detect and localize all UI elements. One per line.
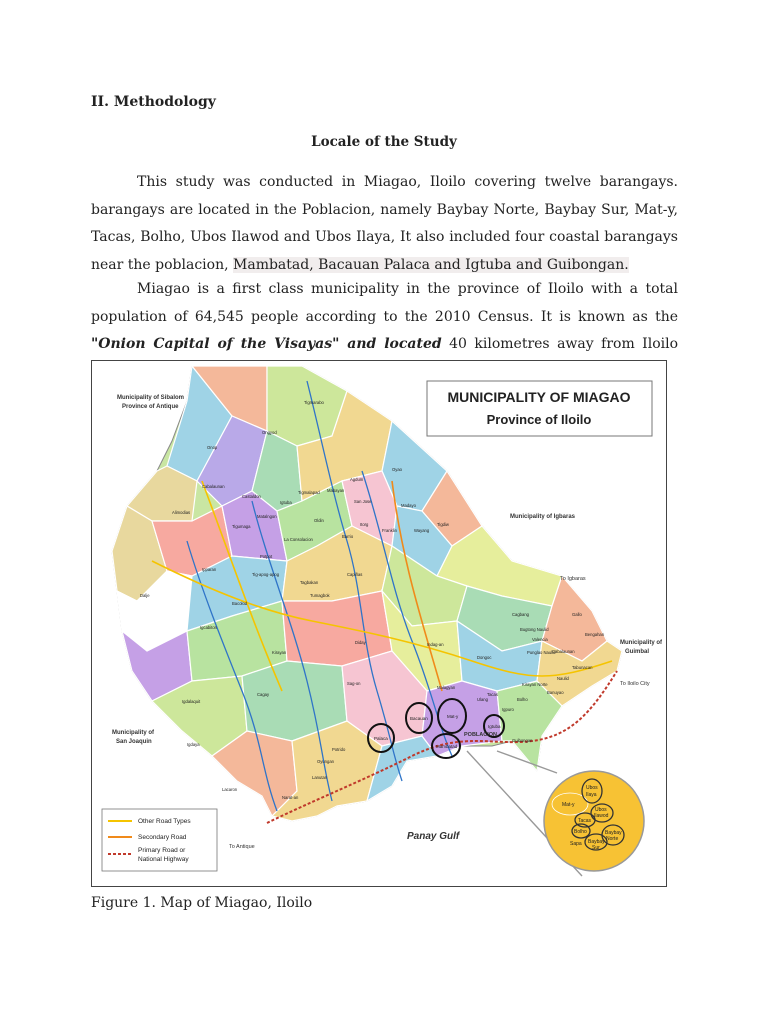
legend-primary-1: Primary Road or bbox=[138, 847, 186, 854]
brgy-potpot: Potpot bbox=[260, 554, 273, 559]
neighbor-sibalom: Municipality of Sibalom bbox=[117, 395, 185, 401]
label-bacauan: Bacauan bbox=[410, 716, 428, 721]
inset-ubos-ilawod-1: Ubos bbox=[595, 807, 607, 813]
inset-mat-y: Mat-y bbox=[562, 802, 575, 808]
brgy-kirayan-norte: Kirayan Norte bbox=[522, 682, 548, 687]
label-palaca: Palaca bbox=[374, 736, 388, 741]
brgy-cabalaunan: Cabalaunan bbox=[202, 484, 225, 489]
brgy-bugtong-naulid: Bugtong Naulid bbox=[520, 627, 549, 632]
brgy-indag-an: Indag-an bbox=[427, 642, 444, 647]
neighbor-sanjoaquin-1: Municipality of bbox=[112, 730, 154, 736]
brgy-punglao-naulid: Punglao Naulid bbox=[527, 650, 556, 655]
brgy-franklin: Franklin bbox=[382, 528, 397, 533]
map-title: MUNICIPALITY OF MIAGAO bbox=[447, 389, 631, 405]
brgy-san-jose: San Jose bbox=[354, 499, 372, 504]
brgy-igcabiton: Igcabiton bbox=[200, 625, 217, 630]
brgy-igpuro: Igpuro bbox=[502, 707, 514, 712]
brgy-naulid: Naulid bbox=[557, 676, 569, 681]
brgy-barrio: Barrio bbox=[342, 534, 354, 539]
brgy-tigmalapad: Tigmalapad bbox=[298, 490, 320, 495]
brgy-ongyod: Ongyod bbox=[262, 430, 277, 435]
and-located-text: and located bbox=[339, 336, 442, 352]
region-diday bbox=[282, 591, 392, 666]
brgy-igdalaquit: Igdalaquit bbox=[182, 699, 201, 704]
neighbor-guimbal-1: Municipality of bbox=[620, 640, 662, 646]
highlighted-text: Mambatad, Bacauan Palaca and Igtuba and Guibongan. bbox=[233, 256, 629, 273]
brgy-gallo: Gallo bbox=[572, 612, 582, 617]
brgy-wayang: Wayang bbox=[414, 528, 430, 533]
brgy-dalje: Dalje bbox=[140, 593, 150, 598]
to-antique: To Antique bbox=[229, 844, 255, 850]
brgy-onop: Onop bbox=[207, 445, 218, 450]
brgy-itorg: Itorg bbox=[360, 522, 369, 527]
to-iloilo: To Iloilo City bbox=[620, 681, 650, 687]
brgy-ulang: Ulang bbox=[477, 697, 488, 702]
brgy-malagyan: Malagyan bbox=[437, 685, 456, 690]
brgy-alimodias: Alimodias bbox=[172, 510, 191, 515]
brgy-tabunacan: Tabunacan bbox=[572, 665, 593, 670]
brgy-cabalaunan-2: Cabalaunan bbox=[552, 649, 575, 654]
brgy-kirayan: Kirayan bbox=[272, 650, 287, 655]
inset-ubos-ilaya-1: Ubos bbox=[586, 785, 598, 791]
brgy-madayo: Madayo bbox=[401, 503, 416, 508]
paragraph-text: Miagao is a first class municipality in the province of Iloilo with a total population of 64,545 people according to the 2010 Census. It is known as the bbox=[91, 281, 678, 325]
brgy-la-consolacion: La Consolacion bbox=[284, 537, 313, 542]
legend-primary-2: National Highway bbox=[138, 856, 189, 863]
brgy-ipparan: Ipparan bbox=[202, 567, 217, 572]
subheading: Locale of the Study bbox=[311, 134, 457, 150]
brgy-cagay: Cagay bbox=[257, 692, 270, 697]
label-mambatad: Mambatad bbox=[436, 744, 458, 749]
paragraph-text: This study was conducted in Miagao, Iloilo covering twelve barangays. barangays are located in the Poblacion, namely Baybay Norte, Baybay Sur, Mat-y, Tacas, Bolho, Ubos Ilawod and Ubos Ilaya, It also included four coastal barangays near the poblacion, bbox=[91, 174, 678, 273]
section-heading: II. Methodology bbox=[91, 94, 216, 110]
brgy-dongoc: Dongoc bbox=[477, 655, 492, 660]
brgy-lacaron: Lacaron bbox=[222, 787, 238, 792]
neighbor-sanjoaquin-2: San Joaquin bbox=[116, 739, 152, 745]
brgy-lanutan: Lanutan bbox=[312, 775, 328, 780]
brgy-oyao: Oyao bbox=[392, 467, 403, 472]
brgy-tiguma: Tigumaga bbox=[232, 524, 251, 529]
brgy-oldin: Oldin bbox=[314, 518, 324, 523]
to-igbaras: To Igbaras bbox=[560, 576, 586, 582]
label-mat-y: Mat-y bbox=[447, 714, 459, 719]
inset-sapa: Sapa bbox=[570, 841, 582, 847]
brgy-castaldon: Castaldon bbox=[242, 494, 261, 499]
inset-baybay-norte-1: Baybay bbox=[605, 830, 622, 836]
inset-bolho: Bolho bbox=[574, 829, 587, 835]
brgy-oyungan: Oyungan bbox=[317, 759, 334, 764]
brgy-valencia: Valencia bbox=[532, 637, 548, 642]
brgy-tigdiw: Tigdiw bbox=[437, 522, 449, 527]
inset-ubos-ilawod-2: Ilawod bbox=[594, 813, 609, 819]
panay-gulf: Panay Gulf bbox=[407, 831, 460, 842]
figure-map bbox=[91, 360, 667, 887]
inset-ubos-ilaya-2: Ilaya bbox=[586, 792, 597, 798]
brgy-agdum: Agdum bbox=[350, 477, 364, 482]
brgy-mabayan: Mabayan bbox=[327, 488, 345, 493]
brgy-igdaya: Igdaya bbox=[187, 742, 200, 747]
inset-baybay-sur-1: Baybay bbox=[588, 839, 605, 845]
brgy-tumagbok: Tumagbok bbox=[310, 593, 330, 598]
inset-tacas: Tacas bbox=[578, 818, 592, 824]
brgy-matalngon: Matalngon bbox=[257, 514, 277, 519]
onion-capital-quote: "Onion Capital of the Visayas" bbox=[91, 336, 340, 352]
brgy-sag-on: Sag-on bbox=[347, 681, 361, 686]
brgy-tigapog: Tig-apog-apog bbox=[252, 572, 280, 577]
neighbor-guimbal-2: Guimbal bbox=[625, 649, 650, 655]
neighbor-antique: Province of Antique bbox=[122, 404, 179, 410]
figure-caption: Figure 1. Map of Miagao, Iloilo bbox=[91, 895, 313, 911]
brgy-bolho: Bolho bbox=[517, 697, 528, 702]
brgy-bengahan: Bengahan bbox=[585, 632, 605, 637]
label-igtuba: Igtuba bbox=[488, 724, 501, 729]
brgy-cagbang: Cagbang bbox=[512, 612, 529, 617]
paragraph-tail: 40 kilometres away from Iloilo bbox=[449, 336, 678, 352]
map-subtitle: Province of Iloilo bbox=[486, 412, 592, 427]
brgy-potrido: Potrido bbox=[332, 747, 346, 752]
brgy-guibongan: Guibongan bbox=[512, 738, 533, 743]
paragraph-locale bbox=[91, 169, 678, 279]
brgy-tigmarabo: Tigmarabo bbox=[304, 400, 324, 405]
neighbor-igbaras: Municipality of Igbaras bbox=[510, 514, 576, 520]
inset-baybay-sur-2: Sur bbox=[592, 845, 600, 851]
brgy-capinas: Capiñas bbox=[347, 572, 363, 577]
brgy-tacas: Tacas bbox=[487, 692, 498, 697]
poblacion-label: POBLACION bbox=[464, 732, 497, 738]
inset-baybay-norte-2: Norte bbox=[606, 836, 619, 842]
legend-secondary: Secondary Road bbox=[138, 834, 187, 841]
miagao-map bbox=[92, 361, 666, 886]
brgy-diday: Diday bbox=[355, 640, 366, 645]
brgy-banuyao: Banuyao bbox=[547, 690, 564, 695]
brgy-bacolod: Bacolod bbox=[232, 601, 248, 606]
legend-other: Other Road Types bbox=[138, 818, 191, 825]
brgy-narat-an: Narat-an bbox=[282, 795, 299, 800]
brgy-igtuba-n: Igtuba bbox=[280, 500, 292, 505]
brgy-tagbakan: Tagbakan bbox=[300, 580, 319, 585]
